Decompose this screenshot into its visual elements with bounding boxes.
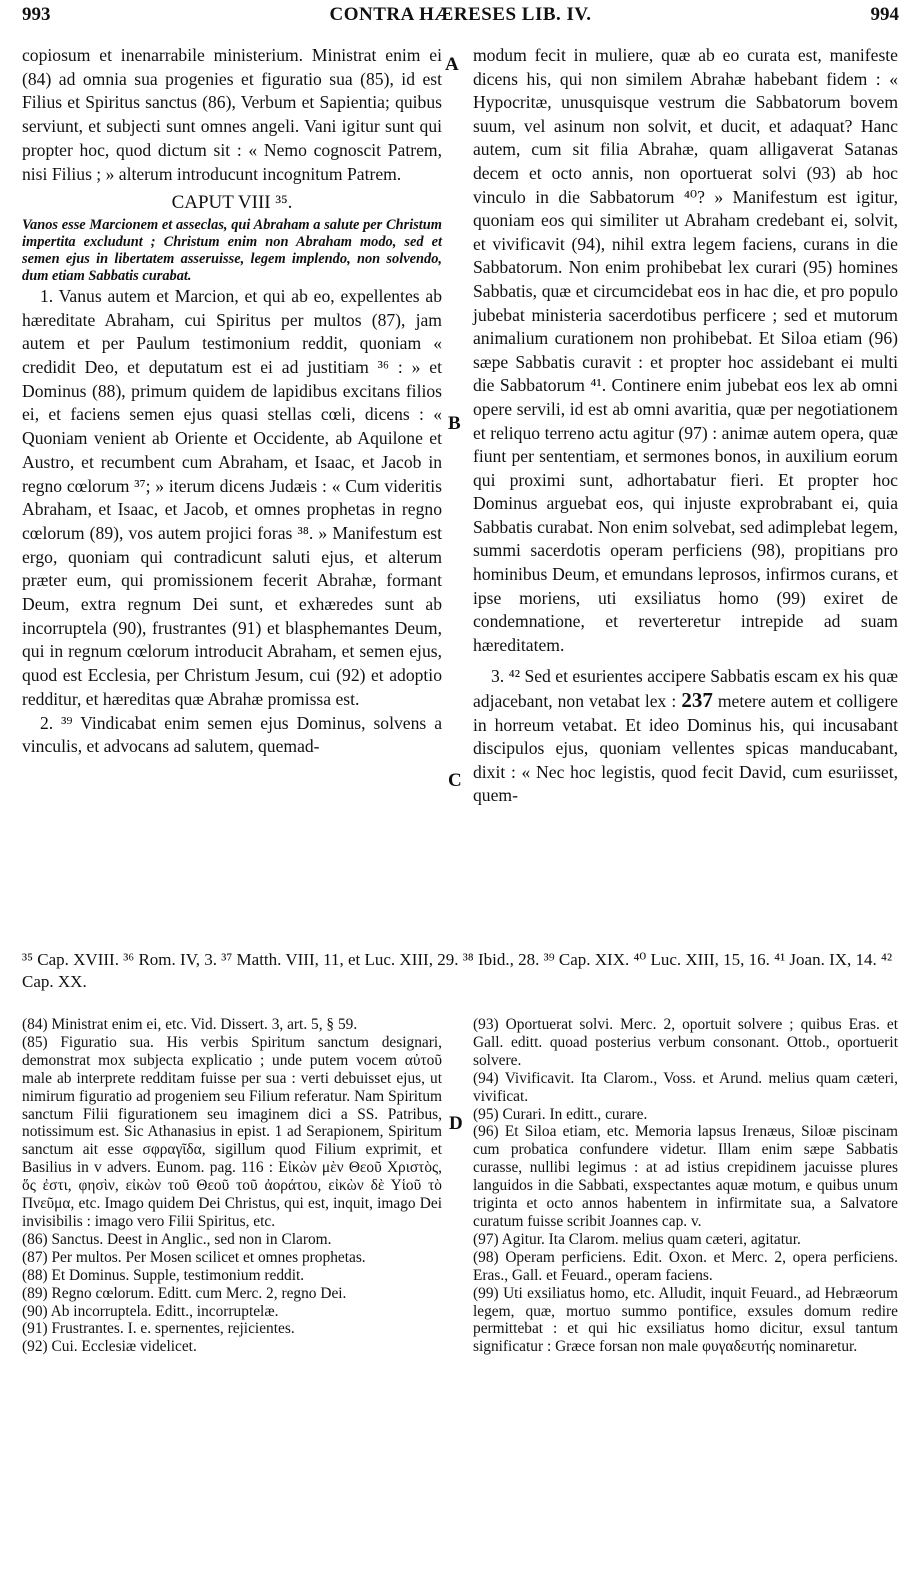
note: (94) Vivificavit. Ita Clarom., Voss. et Arund. melius quam cæteri, vivificat. (473, 1069, 898, 1105)
note: (95) Curari. In editt., curare. (473, 1105, 648, 1123)
margin-letter-c: C (448, 770, 462, 791)
note: (86) Sanctus. Deest in Anglic., sed non in Clarom. (22, 1230, 332, 1248)
chapter-summary: Vanos esse Marcionem et asseclas, qui Abraham a salute per Christum impertita excludunt ; Christum enim non Abraham modo, sed et semen ejus in libertatem asseruisse, legem implendo, non solvendo, dum etiam Sabbatis curabat. (22, 216, 442, 284)
note: (88) Et Dominus. Supple, testimonium reddit. (22, 1266, 305, 1284)
note: (92) Cui. Ecclesiæ videlicet. (22, 1338, 197, 1356)
paragraph-text: metere autem et colligere in horreum vetabat. Et ideo Dominus his, qui incusabant discipulos ejus, quoniam vellentes spicas manducabant, dixit : « Nec hoc legistis, quod fecit David, cum esuriisset, quem- (473, 691, 898, 806)
paragraph: 2. ³⁹ Vindicabat enim semen ejus Dominus, solvens a vinculis, et advocans ad salutem, quemad- (22, 712, 442, 757)
note: (84) Ministrat enim ei, etc. Vid. Dissert. 3, art. 5, § 59. (22, 1016, 358, 1033)
note: (93) Oportuerat solvi. Merc. 2, oportuit solvere ; quibus Eras. et Gall. editt. quoad posterius verbum consonant. Ottob., oportuerit solvere. (473, 1016, 898, 1069)
margin-letter-b: B (448, 413, 461, 434)
paragraph-text: 3. ⁴² Sed et esurientes accipere Sabbatis escam ex his quæ adjacebant, non vetabat lex : (473, 666, 898, 712)
paragraph: copiosum et inenarrabile ministerium. Ministrat enim ei (84) ad omnia sua progenies et figuratio sua (85), id est Filius et Spiritus sanctus (86), Verbum et Sapientia; quibus serviunt, et subjecti sunt omnes angeli. Vani igitur sunt qui propter hoc, quod dictum sit : « Nemo cognoscit Patrem, nisi Filius ; » alterum introducunt incognitum Patrem. (22, 45, 442, 184)
note: (89) Regno cœlorum. Editt. cum Merc. 2, regno Dei. (22, 1284, 347, 1302)
margin-letter-a: A (445, 54, 459, 75)
left-column (22, 44, 442, 759)
running-title: CONTRA HÆRESES LIB. IV. (329, 4, 592, 25)
running-header (22, 4, 899, 32)
paragraph (473, 665, 898, 808)
right-column (473, 44, 898, 808)
note: (96) Et Siloa etiam, etc. Memoria lapsus Irenæus, Siloæ piscinam cum probatica confundere videtur. Illam enim sæpe Sabbatis curasse, nullibi legimus : at ad istius crepidinem jacuisse plures languidos in die Sabbati, exspectantes aquæ motum, e quibus unum triginta et octo annos habentem in infirmitate sua, a Salvatore curatum fuisse scribit Joannes cap. v. (473, 1123, 898, 1230)
page-number-left: 993 (22, 4, 51, 25)
note: (98) Operam perficiens. Edit. Oxon. et Merc. 2, opera perficiens. Eras., Gall. et Feuard., operam faciens. (473, 1248, 898, 1284)
page-number-right: 994 (870, 4, 899, 25)
margin-letter-d: D (449, 1113, 463, 1134)
notes-right-column (473, 1016, 898, 1356)
paragraph: modum fecit in muliere, quæ ab eo curata est, manifeste dicens his, qui non similem Abrahæ habebant fidem : « Hypocritæ, unusquisque vestrum die Sabbatorum bovem suum, vel asinum non solvit, et ducit, et adaquat? Hanc autem, cum sit filia Abrahæ, quam alligaverat Satanas decem et octo annis, non oportuerat solvi (93) ab hoc vinculo in die Sabbatorum ⁴⁰? » Manifestum est igitur, quoniam eos qui similiter ut Abraham credebant ei, solvit, et vivificavit (94), nihil extra legem faciens, curans in die Sabbatorum. Non enim prohibebat lex curari (95) homines Sabbatis, quæ et circumcidebat eos in hac die, et pro populo jubebat ministeria sacerdotibus perficere ; sed et mutorum animalium curationem non prohibebat. Et Siloa etiam (96) sæpe Sabbatis curavit : et propter hoc assidebant ei multi die Sabbatorum ⁴¹. Continere enim jubebat eos lex ab omni opere servili, id est ab omni avaritia, quæ per negotiationem et reliquo terreno actu agitur (97) : animæ autem opera, quæ fiunt per sententiam, et sermones bonos, in auxilium eorum qui proximi sunt, adhortabatur fieri. Et propter hoc Dominus arguebat eos, qui injuste exprobrabant ei, quia Sabbatis curabat. Non enim solvebat, sed adimplebat legem, summi sacerdotis operam perficiens (98), propitians pro hominibus Deum, et emundans leprosos, infirmos curans, et ipse moriens, uti exsiliatus homo (99) exiret de condemnatione, et reverteretur intrepide ad suam hæreditatem. (473, 45, 898, 655)
note: (85) Figuratio sua. His verbis Spiritum sanctum designari, demonstrat mox subjecta explicatio ; unde putem vocem αὐτοῦ male ab interprete redditam fuisse per sua : verti debuisset ejus, ut nimirum figuratio ad progeniem seu Filium referatur. Nam Spiritum sanctum Filii figurationem seu imaginem dici a SS. Patribus, notissimum est. Sic Athanasius in epist. 1 ad Serapionem, Spiritum sanctum ait esse σφραγῖδα, sigillum quod Filium exprimit, et Basilius in v advers. Eunom. pag. 116 : Εἰκὼν μὲν Θεοῦ Χριστὸς, ὅς ἐστι, φησὶν, εἰκὼν τοῦ Θεοῦ τοῦ ἀοράτου, εἰκὼν δὲ Υἱοῦ τὸ Πνεῦμα, etc. Imago quidem Dei Christus, qui est, inquit, imago Dei invisibilis : imago vero Filii Spiritus, etc. (22, 1033, 442, 1230)
notes-left-column (22, 1016, 442, 1356)
column-number: 237 (681, 688, 713, 713)
note: (90) Ab incorruptela. Editt., incorruptelæ. (22, 1302, 279, 1320)
note: (97) Agitur. Ita Clarom. melius quam cæteri, agitatur. (473, 1230, 801, 1248)
note: (91) Frustrantes. I. e. spernentes, rejicientes. (22, 1320, 295, 1338)
note: (87) Per multos. Per Mosen scilicet et omnes prophetas. (22, 1248, 366, 1266)
paragraph: 1. Vanus autem et Marcion, et qui ab eo, expellentes ab hæreditate Abraham, cui Spiritus per multos (87), jam autem et per Paulum testimonium reddit, quoniam « credidit Deo, et deputatum est ei ad justitiam ³⁶ : » et Dominus (88), primum quidem de lapidibus excitans filios ei, et faciens semen ejus quasi stellas cœli, dicens : « Quoniam venient ab Oriente et Occidente, ab Aquilone et Austro, et recumbent cum Abraham, et Isaac, et Jacob in regno cœlorum ³⁷; » iterum dicens Judæis : « Cum videritis Abraham, et Isaac, et Jacob, et omnes prophetas in regno cœlorum (89), vos autem projici foras ³⁸. » Manifestum est ergo, quoniam qui contradicunt saluti ejus, et alterum præter eum, qui promissionem fecerit Abrahæ, formant Deum, extra regnum Dei sunt, et exhæredes sunt ab incorruptela (90), frustrantes (91) et blasphemantes Deum, qui in regnum cœlorum introducit Abraham, et semen ejus, quod est Ecclesia, per Christum Jesum, cui (92) et adoptio redditur, et hæreditas quæ Abrahæ promissa est. (22, 285, 442, 709)
note: (99) Uti exsiliatus homo, etc. Alludit, inquit Feuard., ad Hebræorum legem, quæ, mortuo summo pontifice, exsules domum redire permittebat : et qui hic exsiliatus homo dicitur, exsul tantum significatur : Græce forsan non male φυγαδευτής nominaretur. (473, 1284, 898, 1356)
chapter-heading: CAPUT VIII ³⁵. (171, 192, 293, 214)
scripture-references: ³⁵ Cap. XVIII. ³⁶ Rom. IV, 3. ³⁷ Matth. VIII, 11, et Luc. XIII, 29. ³⁸ Ibid., 28. ³⁹ Cap. XIX. ⁴⁰ Luc. XIII, 15, 16. ⁴¹ Joan. IX, 14. ⁴² Cap. XX. (22, 950, 893, 991)
